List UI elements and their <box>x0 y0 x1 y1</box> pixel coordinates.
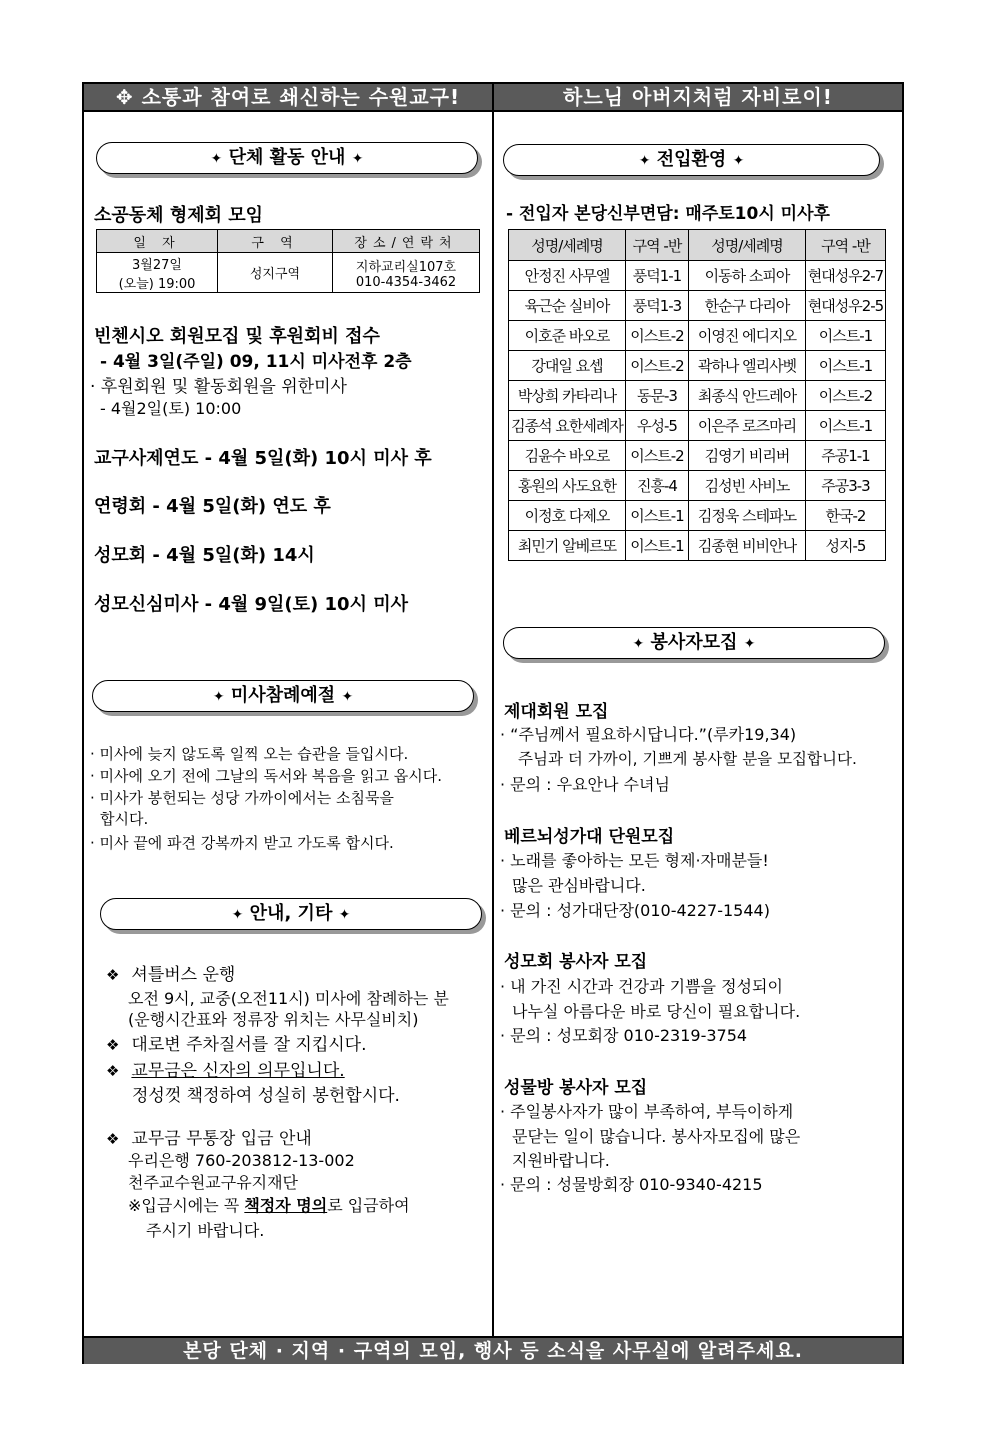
welcome-name-cell: 육근순 실비아 <box>509 291 626 321</box>
etiquette-4: · 미사 끝에 파견 강복까지 받고 가도록 합시다. <box>90 834 394 852</box>
etiquette-header <box>92 680 474 712</box>
table-row <box>509 441 886 471</box>
meeting-col-date: 일 자 <box>97 230 218 253</box>
mary-line-1: · 내 가진 시간과 건강과 기쁨을 정성되이 <box>500 977 783 996</box>
parking-item: ❖ 대로변 주차질서를 잘 지킵시다. <box>106 1035 367 1055</box>
diamond-icon: ✦ <box>338 907 351 923</box>
top-banner <box>84 84 902 112</box>
meeting-col-place: 장소/연락처 <box>333 230 480 253</box>
welcome-name-cell: 이은주 로즈마리 <box>689 411 806 441</box>
shuttle-item: ❖ 셔틀버스 운행 <box>106 965 236 985</box>
diamond-icon: ✦ <box>341 689 354 705</box>
shop-line-1: · 주일봉사자가 많이 부족하여, 부득이하게 <box>500 1102 794 1121</box>
activity-header-label: 단체 활동 안내 <box>228 147 346 168</box>
bottom-banner: 본당 단체 · 지역 · 구역의 모임, 행사 등 소식을 사무실에 알려주세요. <box>84 1336 902 1364</box>
welcome-name-cell: 김윤수 바오로 <box>509 441 626 471</box>
welcome-area-cell: 주공3-3 <box>806 471 886 501</box>
jedae-line-2: 주님과 더 가까이, 기쁘게 봉사할 분을 모집합니다. <box>518 750 857 768</box>
vincent-line-2: · 후원회원 및 활동회원을 위한미사 <box>90 377 347 397</box>
event-mass: 성모신심미사 - 4월 9일(토) 10시 미사 <box>94 594 409 615</box>
welcome-name-cell: 박상희 카타리나 <box>509 381 626 411</box>
welcome-area-cell: 이스트-1 <box>806 411 886 441</box>
bullet-icon: ❖ <box>106 1130 120 1148</box>
diamond-icon: ✦ <box>231 907 244 923</box>
info-header <box>100 898 482 930</box>
welcome-name-cell: 최민기 알베르또 <box>509 531 626 561</box>
mary-line-3: · 문의 : 성모회장 010-2319-3754 <box>500 1026 748 1045</box>
shop-title: 성물방 봉사자 모집 <box>504 1078 648 1098</box>
choir-line-1: · 노래를 좋아하는 모든 형제·자매분들! <box>500 851 769 870</box>
welcome-area-cell: 동문-3 <box>626 381 689 411</box>
table-row <box>509 531 886 561</box>
table-row <box>509 381 886 411</box>
dues-line-2: 정성껏 책정하여 성실히 봉헌합시다. <box>132 1086 400 1106</box>
banner-left: ✥ 소통과 참여로 쇄신하는 수원교구! <box>115 85 461 109</box>
etiquette-header-label: 미사참례예절 <box>230 685 336 706</box>
mary-title: 성모회 봉사자 모집 <box>504 952 648 972</box>
welcome-area-cell: 풍덕1-1 <box>626 261 689 291</box>
welcome-col-name-2: 성명/세례명 <box>689 230 806 261</box>
welcome-note: - 전입자 본당신부면담: 매주토10시 미사후 <box>506 204 830 224</box>
jedae-title: 제대회원 모집 <box>504 702 609 722</box>
welcome-name-cell: 안정진 사무엘 <box>509 261 626 291</box>
welcome-area-cell: 현대성우2-7 <box>806 261 886 291</box>
welcome-name-cell: 최종식 안드레아 <box>689 381 806 411</box>
welcome-name-cell: 곽하나 엘리사벳 <box>689 351 806 381</box>
shop-line-4: · 문의 : 성물방회장 010-9340-4215 <box>500 1175 763 1194</box>
choir-line-3: · 문의 : 성가대단장(010-4227-1544) <box>500 901 770 920</box>
meeting-title: 소공동체 형제회 모임 <box>94 205 264 226</box>
activity-header <box>96 142 478 174</box>
welcome-name-cell: 이영진 에디지오 <box>689 321 806 351</box>
bank-account: 우리은행 760-203812-13-002 <box>128 1151 355 1170</box>
welcome-area-cell: 이스트-1 <box>626 531 689 561</box>
shuttle-line-2: (운행시간표와 정류장 위치는 사무실비치) <box>128 1010 419 1029</box>
welcome-area-cell: 우성-5 <box>626 411 689 441</box>
welcome-area-cell: 성지-5 <box>806 531 886 561</box>
choir-title: 베르뇌성가대 단원모집 <box>504 827 675 847</box>
meeting-table <box>96 229 480 293</box>
welcome-table <box>508 229 886 561</box>
jedae-line-1: · “주님께서 필요하시답니다.”(루카19,34) <box>500 725 797 744</box>
banner-right: 하느님 아버지처럼 자비로이! <box>563 85 833 109</box>
welcome-col-area-2: 구역 -반 <box>806 230 886 261</box>
dues-item: ❖ 교무금은 신자의 의무입니다. <box>106 1061 345 1081</box>
welcome-area-cell: 현대성우2-5 <box>806 291 886 321</box>
event-clergy: 교구사제연도 - 4월 5일(화) 10시 미사 후 <box>94 448 432 469</box>
column-divider <box>492 110 494 1336</box>
meeting-col-area: 구 역 <box>218 230 333 253</box>
welcome-name-cell: 김정욱 스테파노 <box>689 501 806 531</box>
welcome-area-cell: 진흥-4 <box>626 471 689 501</box>
welcome-col-area-1: 구역 -반 <box>626 230 689 261</box>
welcome-area-cell: 주공1-1 <box>806 441 886 471</box>
welcome-area-cell: 이스트-1 <box>806 321 886 351</box>
table-row <box>509 411 886 441</box>
vincent-title: 빈첸시오 회원모집 및 후원회비 접수 <box>94 326 380 347</box>
etiquette-3: · 미사가 봉헌되는 성당 가까이에서는 소침묵을 <box>90 789 394 807</box>
welcome-col-name-1: 성명/세례명 <box>509 230 626 261</box>
welcome-name-cell: 이정호 다제오 <box>509 501 626 531</box>
welcome-area-cell: 이스트-2 <box>626 321 689 351</box>
volunteer-header <box>503 627 885 659</box>
vincent-line-3: - 4월2일(토) 10:00 <box>100 399 242 418</box>
welcome-name-cell: 김종석 요한세례자 <box>509 411 626 441</box>
table-row <box>509 261 886 291</box>
diamond-icon: ✦ <box>732 153 745 169</box>
shuttle-line-1: 오전 9시, 교중(오전11시) 미사에 참례하는 분 <box>128 989 449 1008</box>
welcome-name-cell: 김종현 비비안나 <box>689 531 806 561</box>
diamond-icon: ✦ <box>638 153 651 169</box>
bank-note: ※입금시에는 꼭 책정자 명의로 입금하여 <box>128 1196 410 1215</box>
mary-line-2: 나누실 아름다운 바로 당신이 필요합니다. <box>512 1002 801 1021</box>
welcome-area-cell: 한국-2 <box>806 501 886 531</box>
table-row <box>509 471 886 501</box>
welcome-area-cell: 이스트-2 <box>626 441 689 471</box>
welcome-name-cell: 이동하 소피아 <box>689 261 806 291</box>
bullet-icon: ❖ <box>106 966 120 984</box>
event-yeonryeong: 연령회 - 4월 5일(화) 연도 후 <box>94 496 331 517</box>
volunteer-header-label: 봉사자모집 <box>650 632 738 653</box>
bullet-icon: ❖ <box>106 1036 120 1054</box>
event-seongmo: 성모회 - 4월 5일(화) 14시 <box>94 545 315 566</box>
welcome-name-cell: 김영기 비리버 <box>689 441 806 471</box>
welcome-name-cell: 한순구 다리아 <box>689 291 806 321</box>
bank-item: ❖ 교무금 무통장 입금 안내 <box>106 1129 312 1149</box>
etiquette-3b: 합시다. <box>100 810 149 828</box>
welcome-area-cell: 이스트-1 <box>806 351 886 381</box>
etiquette-1: · 미사에 늦지 않도록 일찍 오는 습관을 들입시다. <box>90 745 409 763</box>
diamond-icon: ✦ <box>743 636 756 652</box>
welcome-area-cell: 풍덕1-3 <box>626 291 689 321</box>
table-row <box>509 291 886 321</box>
diamond-icon: ✦ <box>632 636 645 652</box>
meeting-place: 지하교리실107호 010-4354-3462 <box>333 253 480 293</box>
choir-line-2: 많은 관심바랍니다. <box>512 876 646 895</box>
diamond-icon: ✦ <box>210 151 223 167</box>
diamond-icon: ✦ <box>212 689 225 705</box>
welcome-area-cell: 이스트-1 <box>626 501 689 531</box>
table-row <box>509 351 886 381</box>
welcome-area-cell: 이스트-2 <box>626 351 689 381</box>
welcome-name-cell: 이호준 바오로 <box>509 321 626 351</box>
etiquette-2: · 미사에 오기 전에 그날의 독서와 복음을 읽고 옵시다. <box>90 767 442 785</box>
bullet-icon: ❖ <box>106 1062 120 1080</box>
welcome-name-cell: 김성빈 사비노 <box>689 471 806 501</box>
welcome-area-cell: 이스트-2 <box>806 381 886 411</box>
bank-note-2: 주시기 바랍니다. <box>146 1221 265 1240</box>
diamond-icon: ✦ <box>351 151 364 167</box>
welcome-header-label: 전입환영 <box>656 149 727 170</box>
welcome-name-cell: 강대일 요셉 <box>509 351 626 381</box>
meeting-area: 성지구역 <box>218 253 333 293</box>
meeting-date: 3월27일 (오늘) 19:00 <box>97 253 218 293</box>
shop-line-3: 지원바랍니다. <box>512 1151 610 1170</box>
table-row <box>509 321 886 351</box>
vincent-line-1: - 4월 3일(주일) 09, 11시 미사전후 2층 <box>100 352 412 372</box>
table-row <box>509 501 886 531</box>
shop-line-2: 문닫는 일이 많습니다. 봉사자모집에 많은 <box>512 1127 801 1146</box>
welcome-name-cell: 홍원의 사도요한 <box>509 471 626 501</box>
bank-holder: 천주교수원교구유지재단 <box>128 1173 299 1192</box>
welcome-header <box>503 144 880 176</box>
info-header-label: 안내, 기타 <box>249 903 333 924</box>
jedae-line-3: · 문의 : 우요안나 수녀님 <box>500 775 670 794</box>
